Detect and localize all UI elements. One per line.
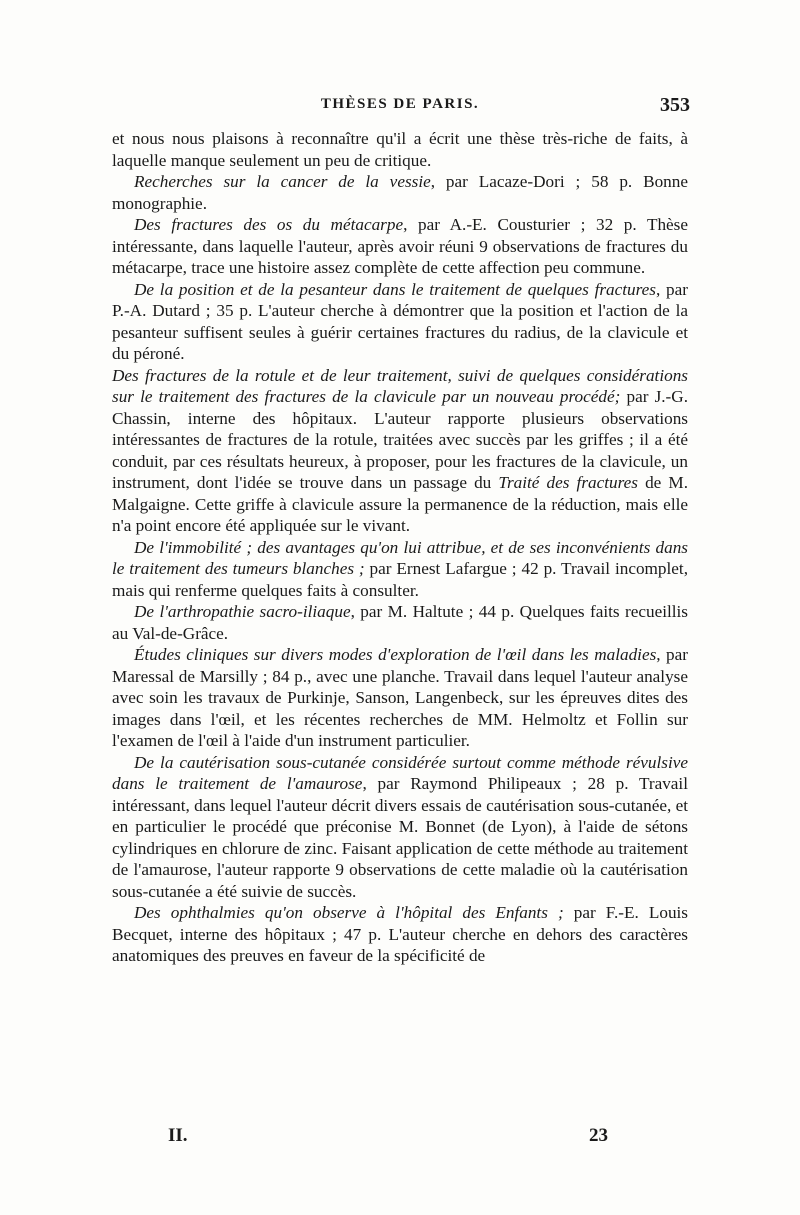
- italic-title-text: Études cliniques sur divers modes d'exploration de l'œil dans les maladies: [134, 645, 657, 664]
- italic-title-text: Des fractures de la rotule et de leur traitement, suivi de quelques considérations sur le traitement des fractures de la clavicule par un nouveau procédé;: [112, 365, 688, 406]
- paragraph: [112, 365, 688, 537]
- italic-title-text: De la position et de la pesanteur dans le traitement de quelques fractures: [134, 279, 656, 299]
- footer: [168, 1125, 608, 1155]
- body-text-run: par F.-E. Louis Becquet, interne des hôpitaux ; 47 p. L'auteur cherche en dehors des caractères anatomiques des preuves en faveur de la spécificité de: [112, 903, 688, 965]
- paragraph: [112, 537, 688, 602]
- body-text-run: et nous nous plaisons à reconnaître qu'il a écrit une thèse très-riche de faits, à laquelle manque seulement un peu de critique.: [112, 129, 688, 170]
- italic-title-text: Recherches sur la cancer de la vessie: [134, 172, 431, 191]
- italic-title-text: De la cautérisation sous-cutanée considérée surtout comme méthode révulsive dans le traitement de l'amaurose: [112, 752, 688, 793]
- italic-title-text: De l'arthropathie sacro-iliaque: [134, 602, 351, 621]
- body-text-run: , par A.-E. Cousturier ; 32 p. Thèse intéressante, dans laquelle l'auteur, après avoir réuni 9 observations de fractures du métacarpe, trace une histoire assez complète de cette affection peu commune.: [112, 215, 689, 277]
- italic-title-text: De l'immobilité ; des avantages qu'on lui attribue, et de ses inconvénients dans le traitement des tumeurs blanches ;: [112, 537, 688, 578]
- paragraph: [112, 279, 688, 365]
- body-text-run: par Ernest Lafargue ; 42 p. Travail incomplet, mais qui renferme quelques faits à consulter.: [112, 559, 688, 600]
- page-number: 353: [660, 94, 690, 116]
- body-text-run: par J.-G. Chassin, interne des hôpitaux. L'auteur rapporte plusieurs observations intéressantes de fractures de la rotule, traitées avec succès par les griffes ; il a été conduit, par ces résultats heureux, à proposer, pour les fractures de la clavicule, un instrument, dont l'idée se trouve dans un passage du: [112, 387, 688, 492]
- paragraph: [112, 214, 688, 279]
- running-title: THÈSES DE PARIS.: [320, 96, 480, 112]
- paragraph: [112, 171, 688, 214]
- body-text: [112, 128, 688, 967]
- italic-title-text: Traité des fractures: [498, 473, 638, 492]
- body-text-run: , par Maressal de Marsilly ; 84 p., avec une planche. Travail dans lequel l'auteur analyse avec soin les travaux de Purkinje, Sanson, Langenbeck, sur les épreuves dites des images dans l'œil, et les récentes recherches de MM. Helmoltz et Follin sur l'examen de l'œil à l'aide d'un instrument particulier.: [112, 645, 688, 750]
- signature-mark-right: 23: [589, 1125, 608, 1146]
- running-head: [110, 96, 690, 122]
- body-text-run: , par Lacaze-Dori ; 58 p. Bonne monographie.: [112, 172, 688, 213]
- paragraph: [112, 644, 688, 752]
- italic-title-text: Des ophthalmies qu'on observe à l'hôpital des Enfants ;: [134, 903, 564, 922]
- italic-title-text: Des fractures des os du métacarpe: [134, 215, 404, 234]
- paragraph: [112, 128, 688, 171]
- body-text-run: , par P.-A. Dutard ; 35 p. L'auteur cherche à démontrer que la position et l'action de la pesanteur suffisent seules à guérir certaines fractures du radius, de la clavicule et du péroné.: [112, 279, 689, 363]
- body-text-run: , par M. Haltute ; 44 p. Quelques faits recueillis au Val-de-Grâce.: [112, 602, 688, 643]
- body-text-run: , par Raymond Philipeaux ; 28 p. Travail intéressant, dans lequel l'auteur décrit divers essais de cautérisation sous-cutanée, et en particulier le procédé que préconise M. Bonnet (de Lyon), à l'aide de sétons cylindriques en chlorure de zinc. Faisant application de cette méthode au traitement de l'amaurose, l'auteur rapporte 9 observations de cette maladie où la cautérisation sous-cutanée a été suivie de succès.: [112, 774, 688, 901]
- signature-mark-left: II.: [168, 1125, 188, 1146]
- paragraph: [112, 902, 688, 967]
- paragraph: [112, 752, 688, 903]
- body-text-run: de M. Malgaigne. Cette griffe à clavicule assure la permanence de la réduction, mais elle n'a point encore été appliquée sur le vivant.: [112, 473, 688, 535]
- paragraph: [112, 601, 688, 644]
